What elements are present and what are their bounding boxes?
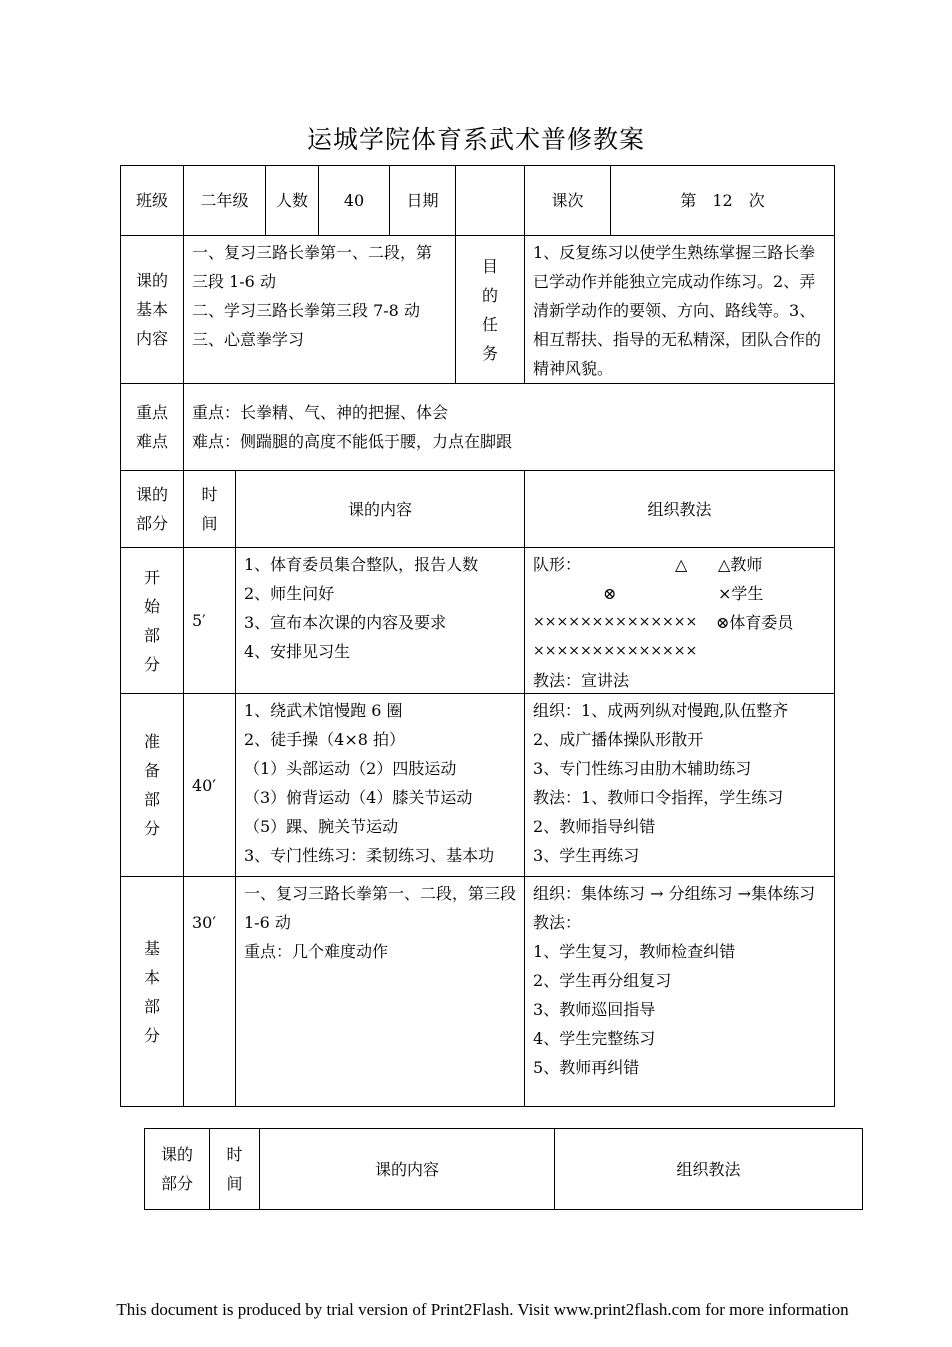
count-value: 40	[319, 166, 390, 236]
content-line: 三、心意拳学习	[192, 330, 305, 349]
time-header: 时 间	[210, 1129, 260, 1210]
prep-section-label: 准 备 部 分	[121, 694, 184, 877]
content-line: 4、安排见习生	[244, 642, 351, 661]
method-header: 组织教法	[555, 1129, 863, 1210]
content-header: 课的内容	[260, 1129, 555, 1210]
content-line: 2、徒手操（4×8 拍）	[244, 730, 406, 749]
prep-section-content	[236, 694, 525, 877]
key-points-label: 重点 难点	[121, 384, 184, 471]
prep-section-row	[121, 694, 835, 877]
method-line: 2、学生再分组复习	[533, 971, 672, 990]
document-title: 运城学院体育系武术普修教案	[306, 125, 645, 154]
formation-diagram	[525, 548, 834, 693]
header-row	[121, 166, 835, 236]
method-line: 2、成广播体操队形散开	[533, 730, 704, 749]
method-line: 2、教师指导纠错	[533, 817, 656, 836]
class-value: 二年级	[184, 166, 266, 236]
legend-teacher: △教师	[718, 555, 763, 574]
content-line: 3、专门性练习：柔韧练习、基本功	[244, 846, 495, 865]
start-section-row	[121, 548, 835, 694]
content-line: 1、绕武术馆慢跑 6 圈	[244, 701, 403, 720]
basic-content-row	[121, 236, 835, 384]
method-line: 3、学生再练习	[533, 846, 640, 865]
prep-section-method	[525, 694, 835, 877]
prep-section-time: 40′	[184, 694, 236, 877]
task-label: 目 的 任 务	[456, 236, 525, 384]
legend-leader: ⊗体育委员	[716, 613, 794, 632]
content-line: 重点：几个难度动作	[244, 942, 389, 961]
part-header: 课的 部分	[121, 471, 184, 548]
basic-content-text	[184, 236, 456, 384]
student-row: ××××××××××××××	[533, 614, 698, 630]
content-line: 1、体育委员集合整队，报告人数	[244, 555, 479, 574]
formation-label: 队形：	[533, 555, 582, 574]
key-points-row	[121, 384, 835, 471]
teacher-symbol: △	[675, 555, 688, 574]
student-row: ××××××××××××××	[533, 643, 698, 659]
method-line: 教法：宣讲法	[533, 671, 630, 690]
count-label: 人数	[266, 166, 319, 236]
time-header: 时 间	[184, 471, 236, 548]
start-section-method	[525, 548, 835, 694]
second-header-row	[145, 1129, 863, 1210]
content-line: 2、师生问好	[244, 584, 335, 603]
session-label: 课次	[525, 166, 611, 236]
basic-section-label: 基 本 部 分	[121, 877, 184, 1107]
second-page-table	[144, 1128, 863, 1210]
part-header: 课的 部分	[145, 1129, 210, 1210]
content-line: （1）头部运动（2）四肢运动	[244, 759, 457, 778]
column-header-row	[121, 471, 835, 548]
lesson-plan-table	[120, 165, 835, 1107]
leader-symbol: ⊗	[603, 584, 617, 603]
content-header: 课的内容	[236, 471, 525, 548]
method-line: 4、学生完整练习	[533, 1029, 656, 1048]
trial-watermark-footer: This document is produced by trial version of Print2Flash. Visit www.print2flash.com for more information	[116, 1300, 849, 1319]
basic-section-time: 30′	[184, 877, 236, 1107]
method-line: 3、专门性练习由肋木辅助练习	[533, 759, 752, 778]
start-section-content	[236, 548, 525, 694]
session-value: 第 12 次	[611, 166, 835, 236]
basic-section-row	[121, 877, 835, 1107]
start-section-label: 开 始 部 分	[121, 548, 184, 694]
content-line: 二、学习三路长拳第三段 7-8 动	[192, 301, 420, 320]
key-point: 重点：长拳精、气、神的把握、体会	[192, 403, 449, 422]
method-line: 5、教师再纠错	[533, 1058, 640, 1077]
method-line: 3、教师巡回指导	[533, 1000, 656, 1019]
method-header: 组织教法	[525, 471, 835, 548]
content-line: （3）俯背运动（4）膝关节运动	[244, 788, 473, 807]
basic-section-content	[236, 877, 525, 1107]
key-points-text	[184, 384, 835, 471]
method-line: 组织：1、成两列纵对慢跑,队伍整齐	[533, 701, 789, 720]
method-line: 1、学生复习，教师检查纠错	[533, 942, 736, 961]
basic-section-method	[525, 877, 835, 1107]
date-label: 日期	[390, 166, 456, 236]
legend-student: ×学生	[718, 584, 764, 603]
date-value	[456, 166, 525, 236]
method-line: 组织：集体练习 → 分组练习 →集体练习	[533, 884, 816, 903]
content-line: （5）踝、腕关节运动	[244, 817, 399, 836]
class-label: 班级	[121, 166, 184, 236]
content-line: 一、复习三路长拳第一、二段，第三段 1-6 动	[192, 243, 433, 291]
method-line: 教法：1、教师口令指挥，学生练习	[533, 788, 784, 807]
basic-content-label: 课的 基本 内容	[121, 236, 184, 384]
difficulty-point: 难点：侧踹腿的高度不能低于腰，力点在脚跟	[192, 432, 513, 451]
content-line: 3、宣布本次课的内容及要求	[244, 613, 447, 632]
task-text: 1、反复练习以使学生熟练掌握三路长拳已学动作并能独立完成动作练习。2、弄清新学动作的要领、方向、路线等。3、相互帮扶、指导的无私精深，团队合作的精神风貌。	[525, 236, 835, 384]
method-line: 教法：	[533, 913, 582, 932]
start-section-time: 5′	[184, 548, 236, 694]
content-line: 一、复习三路长拳第一、二段，第三段 1-6 动	[244, 884, 517, 932]
